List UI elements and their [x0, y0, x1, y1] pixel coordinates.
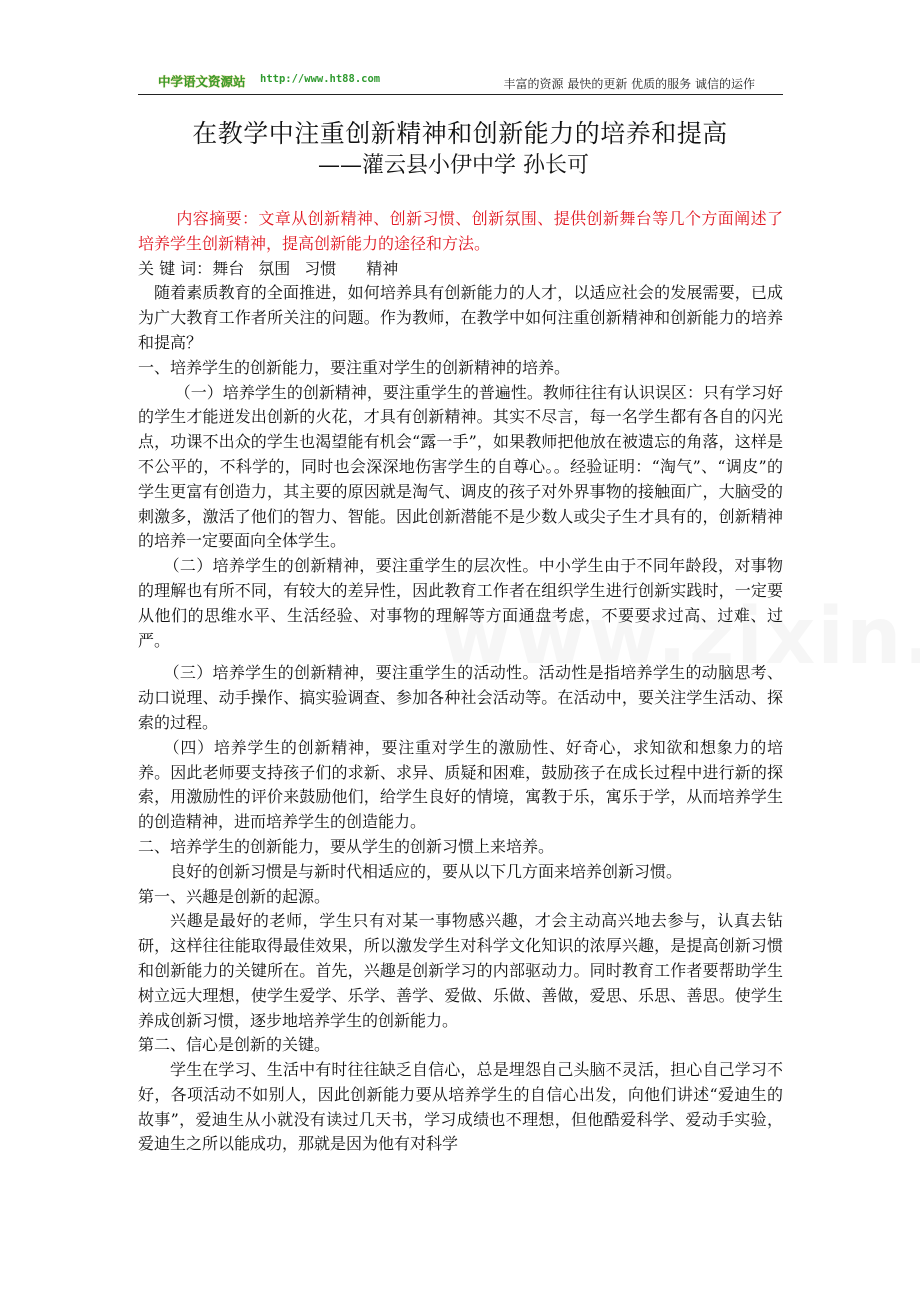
abstract: 内容摘要：文章从创新精神、创新习惯、创新氛围、提供创新舞台等几个方面阐述了培养学生创新精神，提高创新能力的途径和方法。 — [138, 209, 783, 253]
keyword: 氛围 — [258, 258, 291, 278]
paragraph-1-4: （四）培养学生的创新精神，要注重对学生的激励性、好奇心，求知欲和想象力的培养。因此老师要支持孩子们的求新、求异、质疑和困难，鼓励孩子在成长过程中进行新的探索，用激励性的评价来鼓励他们，给学生良好的情境，寓教于乐，寓乐于学，从而培养学生的创造精神，进而培养学生的创造能力。 — [138, 737, 783, 832]
spacer — [138, 653, 783, 661]
keywords-line — [138, 257, 783, 282]
page-header — [138, 68, 783, 94]
document-title: 在教学中注重创新精神和创新能力的培养和提高 — [192, 119, 728, 148]
document-body — [138, 207, 783, 1157]
header-divider — [138, 94, 783, 95]
paragraph-2-2: 学生在学习、生活中有时往往缺乏自信心，总是埋怨自己头脑不灵活，担心自己学习不好，各项活动不如别人，因此创新能力要从培养学生的自信心出发，向他们讲述“爱迪生的故事”，爱迪生从小就没有读过几天书，学习成绩也不理想，但他酷爱科学、爱动手实验，爱迪生之所以能成功，那就是因为他有对科学 — [138, 1060, 783, 1154]
site-logo[interactable]: 中学语文资源站 — [158, 74, 246, 89]
site-url-link[interactable]: http://www.ht88.com — [260, 73, 381, 85]
paragraph-intro: 随着素质教育的全面推进，如何培养具有创新能力的人才，以适应社会的发展需要，已成为广大教育工作者所关注的问题。作为教师，在教学中如何注重创新精神和创新能力的培养和提高？ — [138, 283, 783, 352]
paragraph-1-3: （三）培养学生的创新精神，要注重学生的活动性。活动性是指培养学生的动脑思考、动口说理、动手操作、搞实验调查、参加各种社会活动等。在活动中，要关注学生活动、探索的过程。 — [138, 663, 783, 732]
keyword: 习惯 — [304, 258, 337, 278]
paragraph-2-intro: 良好的创新习惯是与新时代相适应的，要从以下几方面来培养创新习惯。 — [170, 861, 683, 881]
section-heading-2: 二、培养学生的创新能力，要从学生的创新习惯上来培养。 — [138, 836, 555, 856]
header-slogan: 丰富的资源 最快的更新 优质的服务 诚信的运作 — [503, 77, 755, 91]
keywords-label: 关 键 词： — [138, 258, 213, 278]
paragraph-2-1: 兴趣是最好的老师，学生只有对某一事物感兴趣，才会主动高兴地去参与，认真去钻研，这样往往能取得最佳效果，所以激发学生对科学文化知识的浓厚兴趣，是提高创新习惯和创新能力的关键所在。首先，兴趣是创新学习的内部驱动力。同时教育工作者要帮助学生树立远大理想，使学生爱学、乐学、善学、爱做、乐做、善做，爱思、乐思、善思。使学生养成创新习惯，逐步地培养学生的创新能力。 — [138, 911, 783, 1030]
section-heading-1: 一、培养学生的创新能力，要注重对学生的创新精神的培养。 — [138, 357, 571, 377]
document-subtitle: ——灌云县小伊中学 孙长可 — [318, 153, 589, 178]
keyword: 舞台 — [212, 258, 245, 278]
subsection-heading-2: 第二、信心是创新的关键。 — [138, 1035, 331, 1055]
paragraph-1-2: （二）培养学生的创新精神，要注重学生的层次性。中小学生由于不同年龄段，对事物的理解也有所不同，有较大的差异性，因此教育工作者在组织学生进行创新实践时，一定要从他们的思维水平、生活经验、对事物的理解等方面通盘考虑，不要要求过高、过难、过严。 — [138, 556, 783, 650]
subsection-heading-1: 第一、兴趣是创新的起源。 — [138, 886, 331, 906]
keyword: 精神 — [366, 258, 399, 278]
paragraph-1-1: （一）培养学生的创新精神，要注重学生的普遍性。教师往往有认识误区：只有学习好的学生才能迸发出创新的火花，才具有创新精神。其实不尽言，每一名学生都有各自的闪光点，功课不出众的学生也渴望能有机会“露一手”，如果教师把他放在被遗忘的角落，这样是不公平的，不科学的，同时也会深深地伤害学生的自尊心。。经验证明：“淘气”、“调皮”的学生更富有创造力，其主要的原因就是淘气、调皮的孩子对外界事物的接触面广，大脑受的刺激多，激活了他们的智力、智能。因此创新潜能不是少数人或尖子生才具有的，创新精神的培养一定要面向全体学生。 — [138, 382, 783, 551]
